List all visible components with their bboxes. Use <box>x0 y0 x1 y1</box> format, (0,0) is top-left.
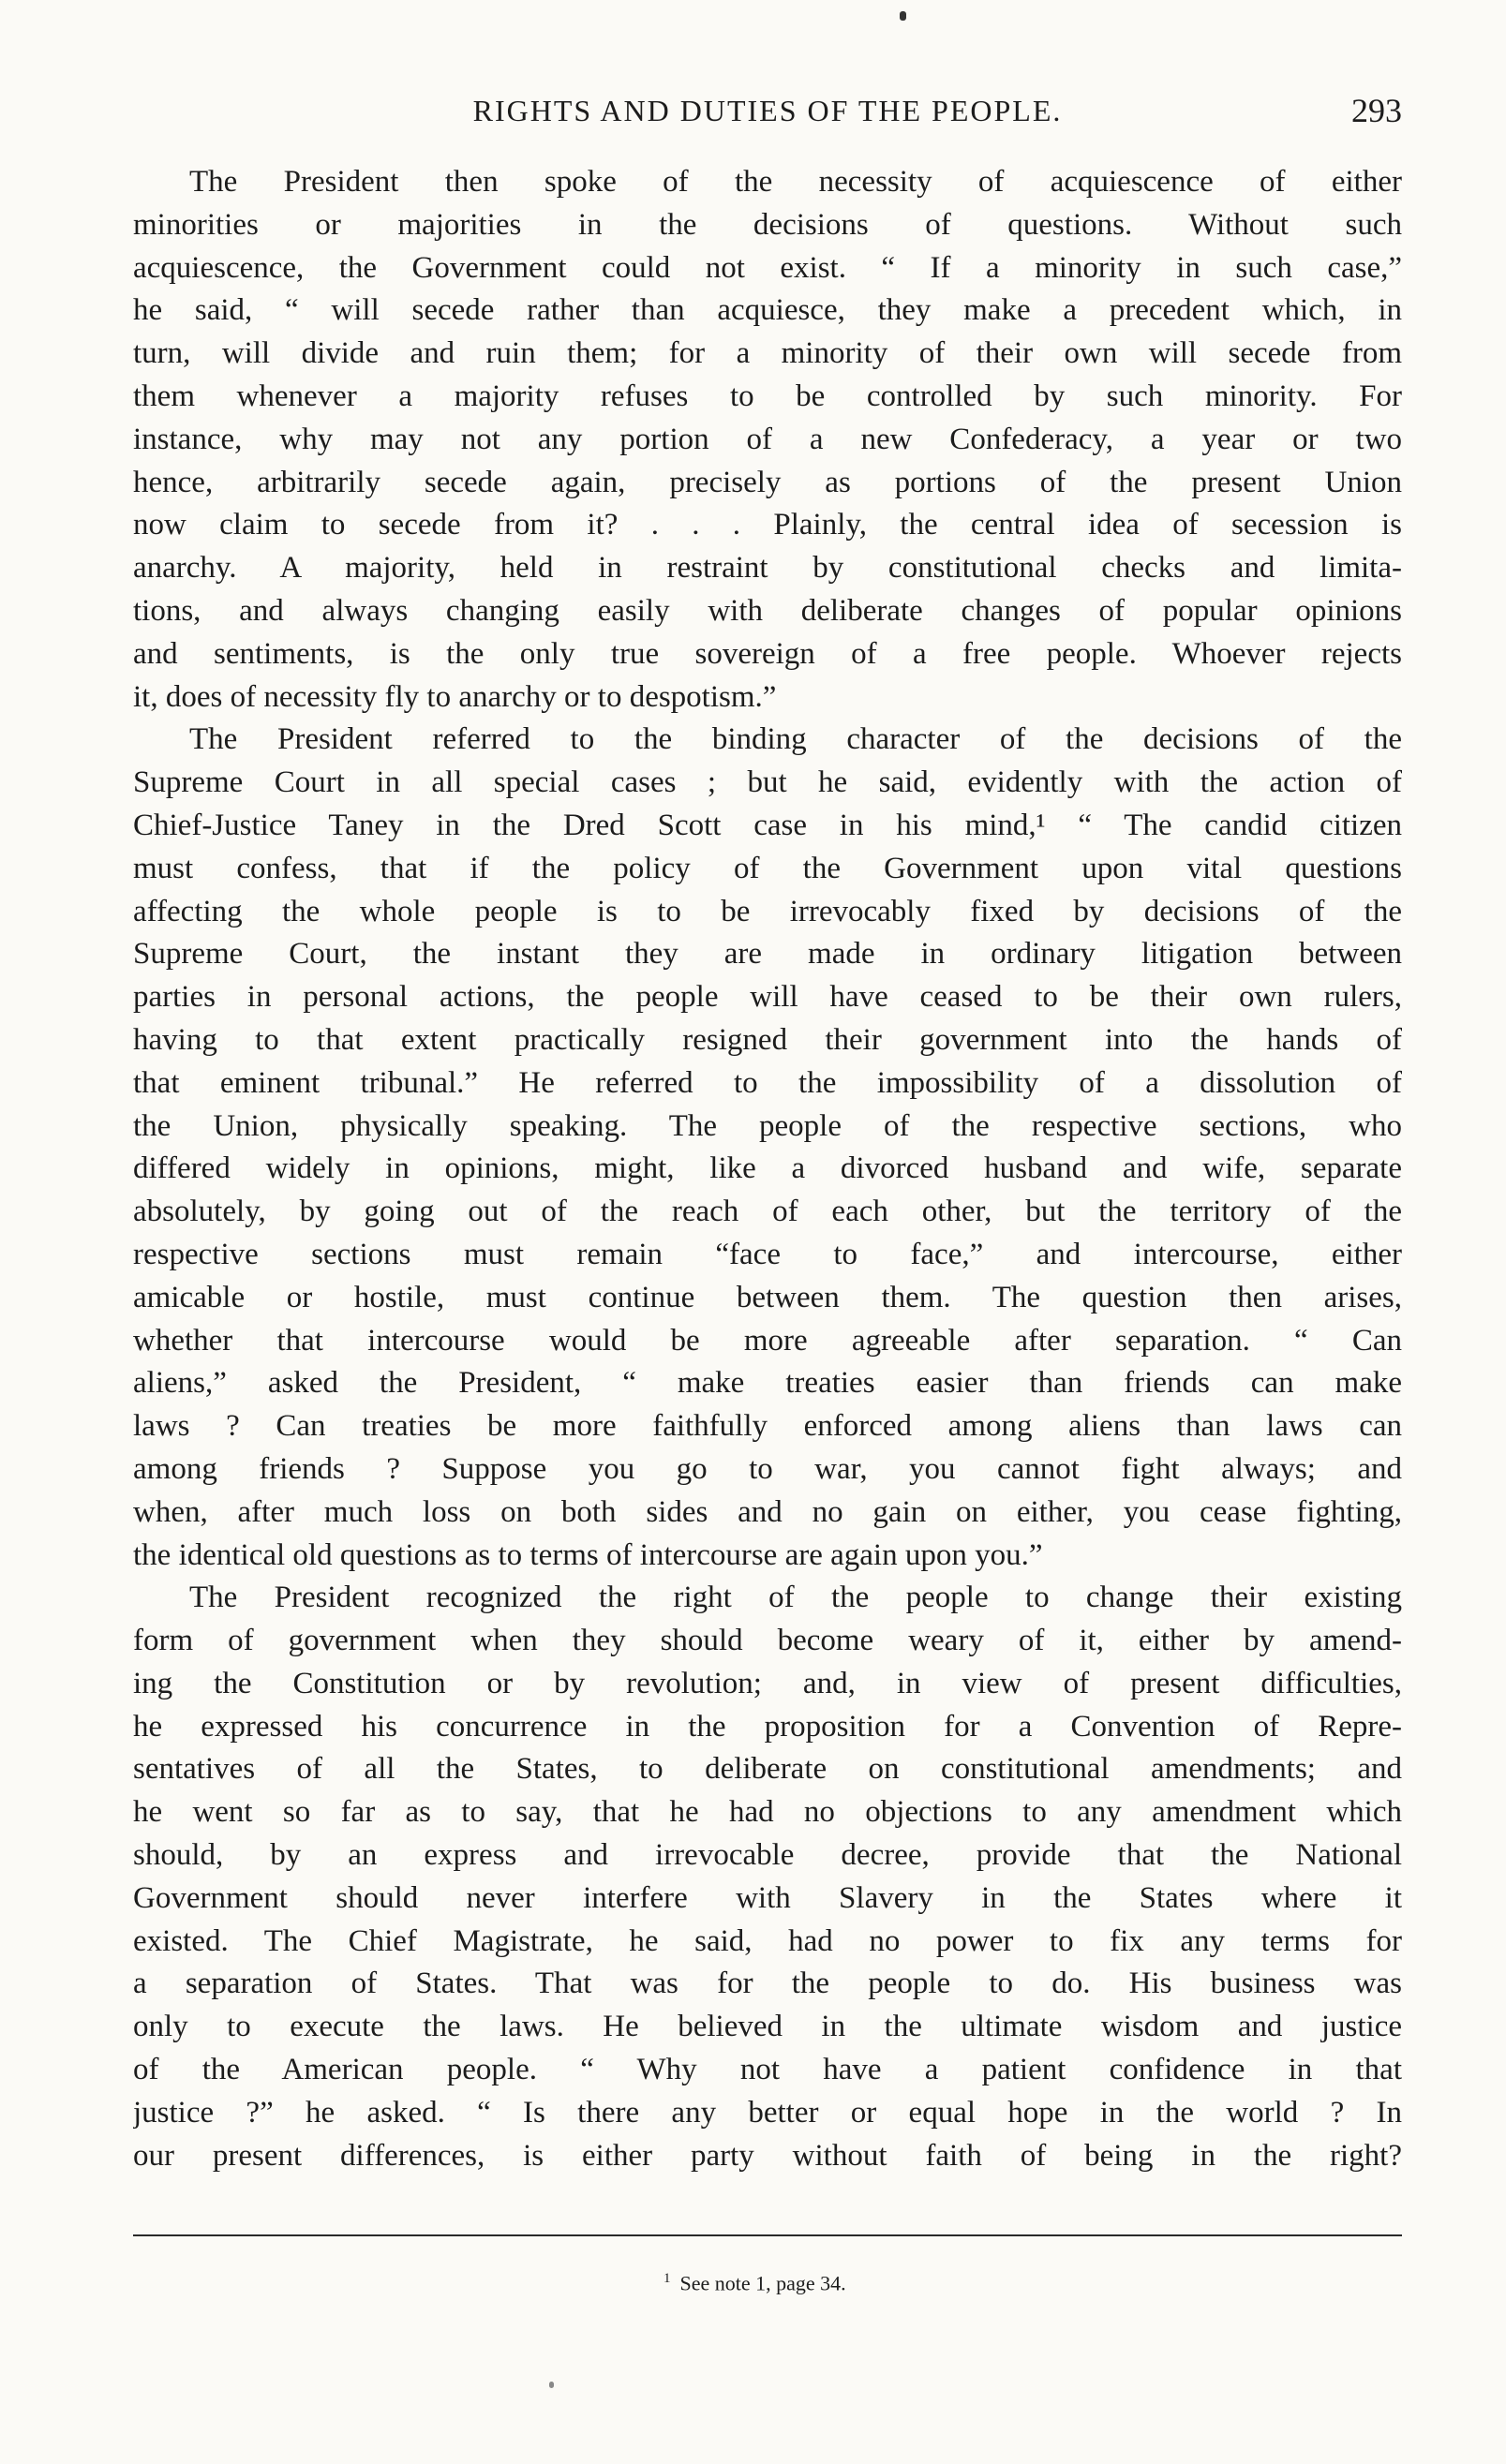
text-line: our present differences, is either party without faith of being in the right? <box>133 2138 1402 2173</box>
ink-speck-top <box>900 11 906 21</box>
text-line: among friends ? Suppose you go to war, you cannot fight always; and <box>133 1451 1402 1486</box>
text-line: when, after much loss on both sides and no gain on either, you cease fighting, <box>133 1494 1402 1529</box>
text-line: form of government when they should become weary of it, either by amend- <box>133 1624 1402 1658</box>
text-line: Supreme Court in all special cases ; but he said, evidently with the action of <box>133 765 1402 800</box>
text-line: Government should never interfere with Slavery in the States where it <box>133 1880 1402 1915</box>
text-line: them whenever a majority refuses to be controlled by such minority. For <box>133 379 1402 413</box>
text-line: The President recognized the right of the people to change their existing <box>189 1581 1402 1615</box>
text-line: now claim to secede from it? . . . Plainly, the central idea of secession is <box>133 508 1402 542</box>
text-line: whether that intercourse would be more agreeable after separation. “ Can <box>133 1323 1402 1358</box>
text-line: only to execute the laws. He believed in the ultimate wisdom and justice <box>133 2010 1402 2044</box>
text-line: Supreme Court, the instant they are made in ordinary litigation between <box>133 937 1402 972</box>
text-line: should, by an express and irrevocable decree, provide that the National <box>133 1838 1402 1873</box>
text-line: he said, “ will secede rather than acquiesce, they make a precedent which, in <box>133 293 1402 328</box>
footnote-marker: 1 <box>664 2271 671 2286</box>
text-line: anarchy. A majority, held in restraint by constitutional checks and limita- <box>133 551 1402 586</box>
text-line: acquiescence, the Government could not exist. “ If a minority in such case,” <box>133 250 1402 285</box>
text-line: he expressed his concurrence in the proposition for a Convention of Repre- <box>133 1709 1402 1744</box>
body-text <box>133 161 1402 2177</box>
text-line: ing the Constitution or by revolution; and, in view of present difficulties, <box>133 1666 1402 1700</box>
text-line: sentatives of all the States, to deliberate on constitutional amendments; and <box>133 1752 1402 1787</box>
footnote-rule <box>133 2234 1402 2236</box>
text-line: laws ? Can treaties be more faithfully enforced among aliens than laws can <box>133 1409 1402 1444</box>
text-line: The President referred to the binding character of the decisions of the <box>189 722 1402 757</box>
text-line: must confess, that if the policy of the Government upon vital questions <box>133 851 1402 885</box>
text-line: it, does of necessity fly to anarchy or to despotism.” <box>133 679 777 714</box>
text-line: respective sections must remain “face to face,” and intercourse, either <box>133 1237 1402 1271</box>
text-line: the Union, physically speaking. The people of the respective sections, who <box>133 1108 1402 1143</box>
text-line: differed widely in opinions, might, like a divorced husband and wife, separate <box>133 1151 1402 1186</box>
text-line: instance, why may not any portion of a new Confederacy, a year or two <box>133 422 1402 456</box>
text-line: amicable or hostile, must continue between them. The question then arises, <box>133 1280 1402 1314</box>
text-line: the identical old questions as to terms of intercourse are again upon you.” <box>133 1537 1043 1572</box>
text-line: existed. The Chief Magistrate, he said, had no power to fix any terms for <box>133 1923 1402 1958</box>
footnote-text: See note 1, page 34. <box>679 2271 846 2295</box>
text-line: justice ?” he asked. “ Is there any better or equal hope in the world ? In <box>133 2095 1402 2130</box>
text-line: that eminent tribunal.” He referred to the impossibility of a dissolution of <box>133 1065 1402 1100</box>
text-line: aliens,” asked the President, “ make treaties easier than friends can make <box>133 1366 1402 1401</box>
text-line: minorities or majorities in the decisions of questions. Without such <box>133 207 1402 242</box>
text-line: he went so far as to say, that he had no objections to any amendment which <box>133 1795 1402 1830</box>
text-line: of the American people. “ Why not have a patient confidence in that <box>133 2053 1402 2087</box>
text-line: The President then spoke of the necessity of acquiescence of either <box>189 165 1402 199</box>
text-line: affecting the whole people is to be irrevocably fixed by decisions of the <box>133 894 1402 928</box>
text-line: Chief-Justice Taney in the Dred Scott case in his mind,¹ “ The candid citizen <box>133 808 1402 842</box>
page-header <box>133 88 1402 133</box>
text-line: absolutely, by going out of the reach of each other, but the territory of the <box>133 1195 1402 1229</box>
text-line: parties in personal actions, the people will have ceased to be their own rulers, <box>133 980 1402 1015</box>
text-line: hence, arbitrarily secede again, precisely as portions of the present Union <box>133 465 1402 499</box>
page-number: 293 <box>1351 92 1402 129</box>
text-line: a separation of States. That was for the people to do. His business was <box>133 1967 1402 2001</box>
text-line: and sentiments, is the only true sovereign of a free people. Whoever rejects <box>133 636 1402 671</box>
footnote <box>664 2265 846 2296</box>
text-line: tions, and always changing easily with deliberate changes of popular opinions <box>133 593 1402 628</box>
ink-speck-bottom <box>549 2382 554 2388</box>
running-head: RIGHTS AND DUTIES OF THE PEOPLE. <box>472 94 1063 127</box>
text-line: turn, will divide and ruin them; for a minority of their own will secede from <box>133 336 1402 371</box>
text-line: having to that extent practically resigned their government into the hands of <box>133 1022 1402 1057</box>
